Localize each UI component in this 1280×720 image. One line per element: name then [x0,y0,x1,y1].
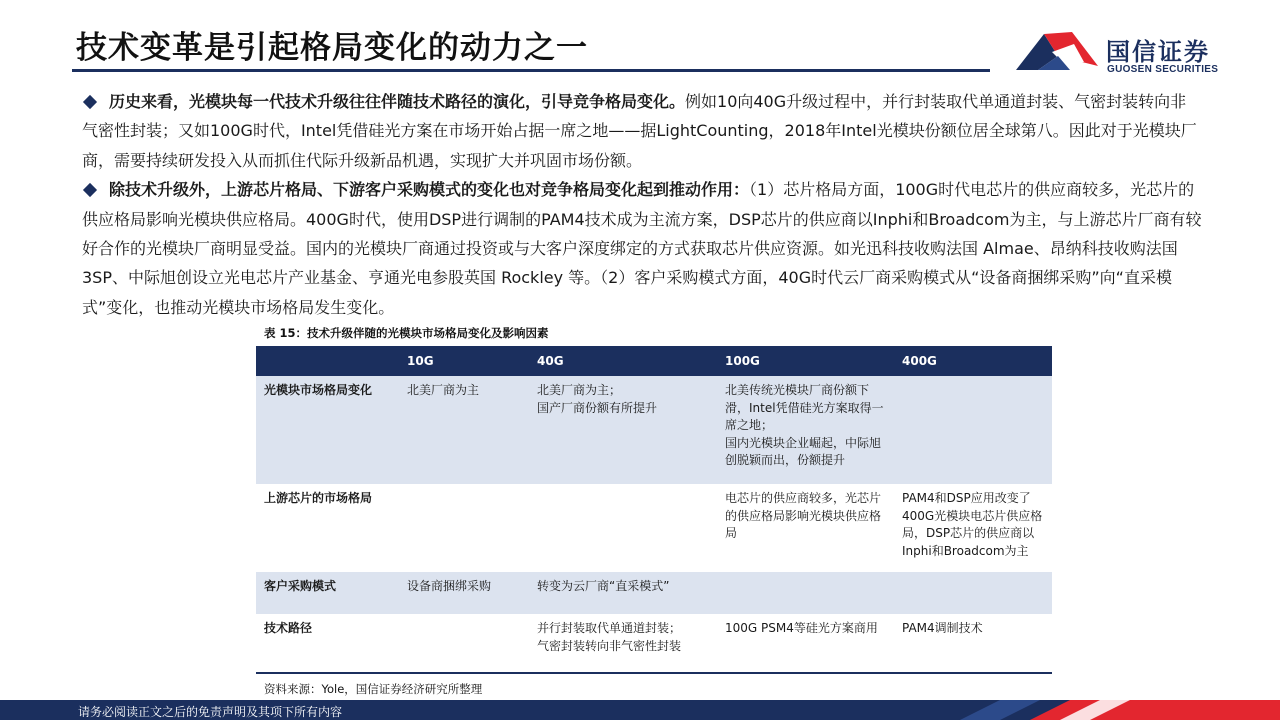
market-structure-table [256,346,1052,674]
paragraph-lead: 历史来看，光模块每一代技术升级往往伴随技术路径的演化，引导竞争格局变化。 [109,92,686,111]
footer-bar [0,700,1280,720]
table-cell: 北美厂商为主 [399,376,529,484]
table-row [256,614,1052,672]
row-header: 客户采购模式 [256,572,399,614]
diamond-bullet-icon [83,94,97,108]
table-cell: 北美厂商为主； 国产厂商份额有所提升 [529,376,717,484]
header-cell-400g: 400G [894,346,1052,376]
table-cell [894,376,1052,484]
logo-english-name: GUOSEN SECURITIES [1107,64,1219,75]
body-text [82,87,1202,322]
paragraph-body: 例如10向40G升级过程中，并行封装取代单通道封装、气密封装转向非气密性封装；又如100G时代，Intel凭借硅光方案在市场开始占据一席之地——据LightCounting，2018年Intel光模块份额位居全球第八。因此对于光模块厂商，需要持续研发投入从而抓住代际升级新品机遇，实现扩大并巩固市场份额。 [82,92,1197,170]
source-note: 资料来源：Yole，国信证券经济研究所整理 [264,682,483,696]
paragraph-lead: 除技术升级外，上游芯片格局、下游客户采购模式的变化也对竞争格局变化起到推动作用： [109,180,750,200]
table-bottom-line [256,672,1052,674]
table-cell [529,484,717,572]
header-cell [256,346,399,376]
paragraph-drivers [82,175,1202,322]
table-cell: 转变为云厂商“直采模式” [529,572,717,614]
paragraph-body: （1）芯片格局方面，100G时代电芯片的供应商较多，光芯片的供应格局影响光模块供应格局。400G时代，使用DSP进行调制的PAM4技术成为主流方案，DSP芯片的供应商以Inphi和Broadcom为主，与上游芯片厂商有较好合作的光模块厂商明显受益。国内的光模块厂商通过投资或与大客户深度绑定的方式获取芯片供应资源。如光迅科技收购法国 Almae、昂纳科技收购法国 3SP、中际旭创设立光电芯片产业基金、亨通光电参股英国 Rockley 等。（2）客户采购模式方面，40G时代云厂商采购模式从“设备商捆绑采购”向“直采模式”变化，也推动光模块市场格局发生变化。 [82,180,1202,317]
table-row [256,376,1052,484]
title-underline [72,69,990,72]
table-bottom-rule [256,672,1052,674]
header-cell-100g: 100G [717,346,894,376]
table-cell [399,614,529,672]
row-header: 技术路径 [256,614,399,672]
table-cell [399,484,529,572]
row-header: 光模块市场格局变化 [256,376,399,484]
diamond-bullet-icon [83,183,97,197]
table-cell: 并行封装取代单通道封装； 气密封装转向非气密性封装 [529,614,717,672]
table-cell [894,572,1052,614]
table-cell: 北美传统光模块厂商份额下滑，Intel凭借硅光方案取得一席之地； 国内光模块企业崛起，中际旭创脱颖而出，份额提升 [717,376,894,484]
header-cell-10g: 10G [399,346,529,376]
table-cell: PAM4调制技术 [894,614,1052,672]
guosen-logo [1014,26,1254,78]
table-cell [717,572,894,614]
guosen-logo-mark [1014,26,1100,78]
table-cell: 电芯片的供应商较多，光芯片的供应格局影响光模块供应格局 [717,484,894,572]
footer-disclaimer: 请务必阅读正文之后的免责声明及其项下所有内容 [78,705,343,719]
row-header: 上游芯片的市场格局 [256,484,399,572]
table-header-row [256,346,1052,376]
paragraph-history [82,87,1202,175]
table-row [256,484,1052,572]
table-caption: 表 15：技术升级伴随的光模块市场格局变化及影响因素 [264,326,549,340]
table-cell: PAM4和DSP应用改变了400G光模块电芯片供应格局，DSP芯片的供应商以Inphi和Broadcom为主 [894,484,1052,572]
table-row [256,572,1052,614]
table-cell: 设备商捆绑采购 [399,572,529,614]
table-cell: 100G PSM4等硅光方案商用 [717,614,894,672]
page-title: 技术变革是引起格局变化的动力之一 [76,30,588,66]
header-cell-40g: 40G [529,346,717,376]
logo-chinese-name: 国信证券 [1106,38,1210,66]
